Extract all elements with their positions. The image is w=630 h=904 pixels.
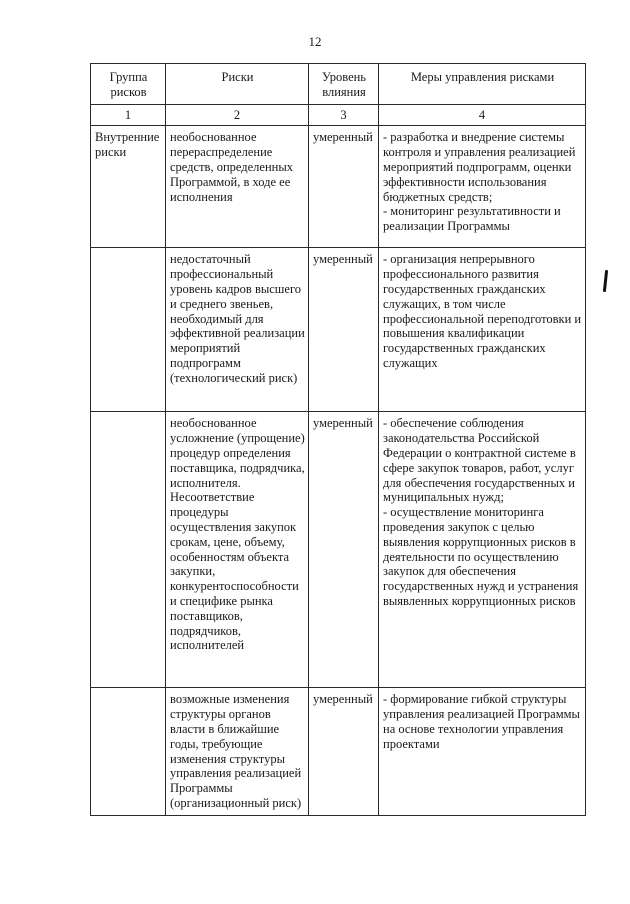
risk-group-cell-continued [91, 412, 166, 688]
impact-level-cell: умеренный [309, 688, 379, 815]
risk-cell: недостаточный профессиональный уровень кадров высшего и среднего звеньев, необходимый для эффективной реализации мероприятий подпрограмм (технологический риск) [166, 248, 309, 412]
risk-cell: возможные изменения структуры органов власти в ближайшие годы, требующие изменения структуры управления реализацией Программы (организационный риск) [166, 688, 309, 815]
column-number: 1 [91, 104, 166, 126]
column-number: 4 [379, 104, 586, 126]
column-number: 3 [309, 104, 379, 126]
table-row [91, 412, 586, 688]
measure-item: - мониторинг результативности и реализации Программы [383, 204, 561, 234]
column-number: 2 [166, 104, 309, 126]
risk-group-cell-continued [91, 248, 166, 412]
measures-cell [379, 412, 586, 688]
risk-group-cell-continued [91, 688, 166, 815]
risk-cell: необоснованное перераспределение средств, определенных Программой, в ходе ее исполнения [166, 126, 309, 248]
measure-item: - обеспечение соблюдения законодательства Российской Федерации о контрактной системе в сфере закупок товаров, работ, услуг для обеспечения государственных и муниципальных нужд; [383, 416, 576, 505]
table-header-row [91, 64, 586, 105]
column-number-row [91, 104, 586, 126]
impact-level-cell: умеренный [309, 248, 379, 412]
measures-cell [379, 688, 586, 815]
measures-cell [379, 248, 586, 412]
measures-cell [379, 126, 586, 248]
measure-item: - разработка и внедрение системы контроля и управления реализацией мероприятий подпрограмм, оценки эффективности использования бюджетных средств; [383, 130, 576, 204]
header-risk-measures: Меры управления рисками [379, 64, 586, 105]
impact-level-cell: умеренный [309, 126, 379, 248]
table-row [91, 248, 586, 412]
impact-level-cell: умеренный [309, 412, 379, 688]
risk-cell: необоснованное усложнение (упрощение) процедур определения поставщика, подрядчика, исполнителя. Несоответствие процедуры осуществления закупок срокам, цене, объему, особенностям объекта закупки, конкурентоспособности и специфике рынка поставщиков, подрядчиков, исполнителей [166, 412, 309, 688]
margin-ink-mark [603, 270, 608, 292]
page-number: 12 [308, 34, 322, 49]
measure-item: - организация непрерывного профессионального развития государственных гражданских служащих, в том числе профессиональной переподготовки и повышения квалификации государственных гражданских служащих [383, 252, 582, 370]
header-impact-level: Уровень влияния [309, 64, 379, 105]
measure-item: - осуществление мониторинга проведения закупок с целью выявления коррупционных рисков в деятельности по осуществлению закупок для обеспечения государственных нужд и устранения выявленных коррупционных рисков [383, 505, 579, 608]
table-row [91, 688, 586, 815]
table-row [91, 126, 586, 248]
header-risks: Риски [166, 64, 309, 105]
risk-management-table [90, 63, 586, 816]
measure-item: - формирование гибкой структуры управления реализацией Программы на основе технологии управления проектами [383, 692, 580, 751]
risk-group-cell: Внутренние риски [91, 126, 166, 248]
header-risk-group: Группа рисков [91, 64, 166, 105]
